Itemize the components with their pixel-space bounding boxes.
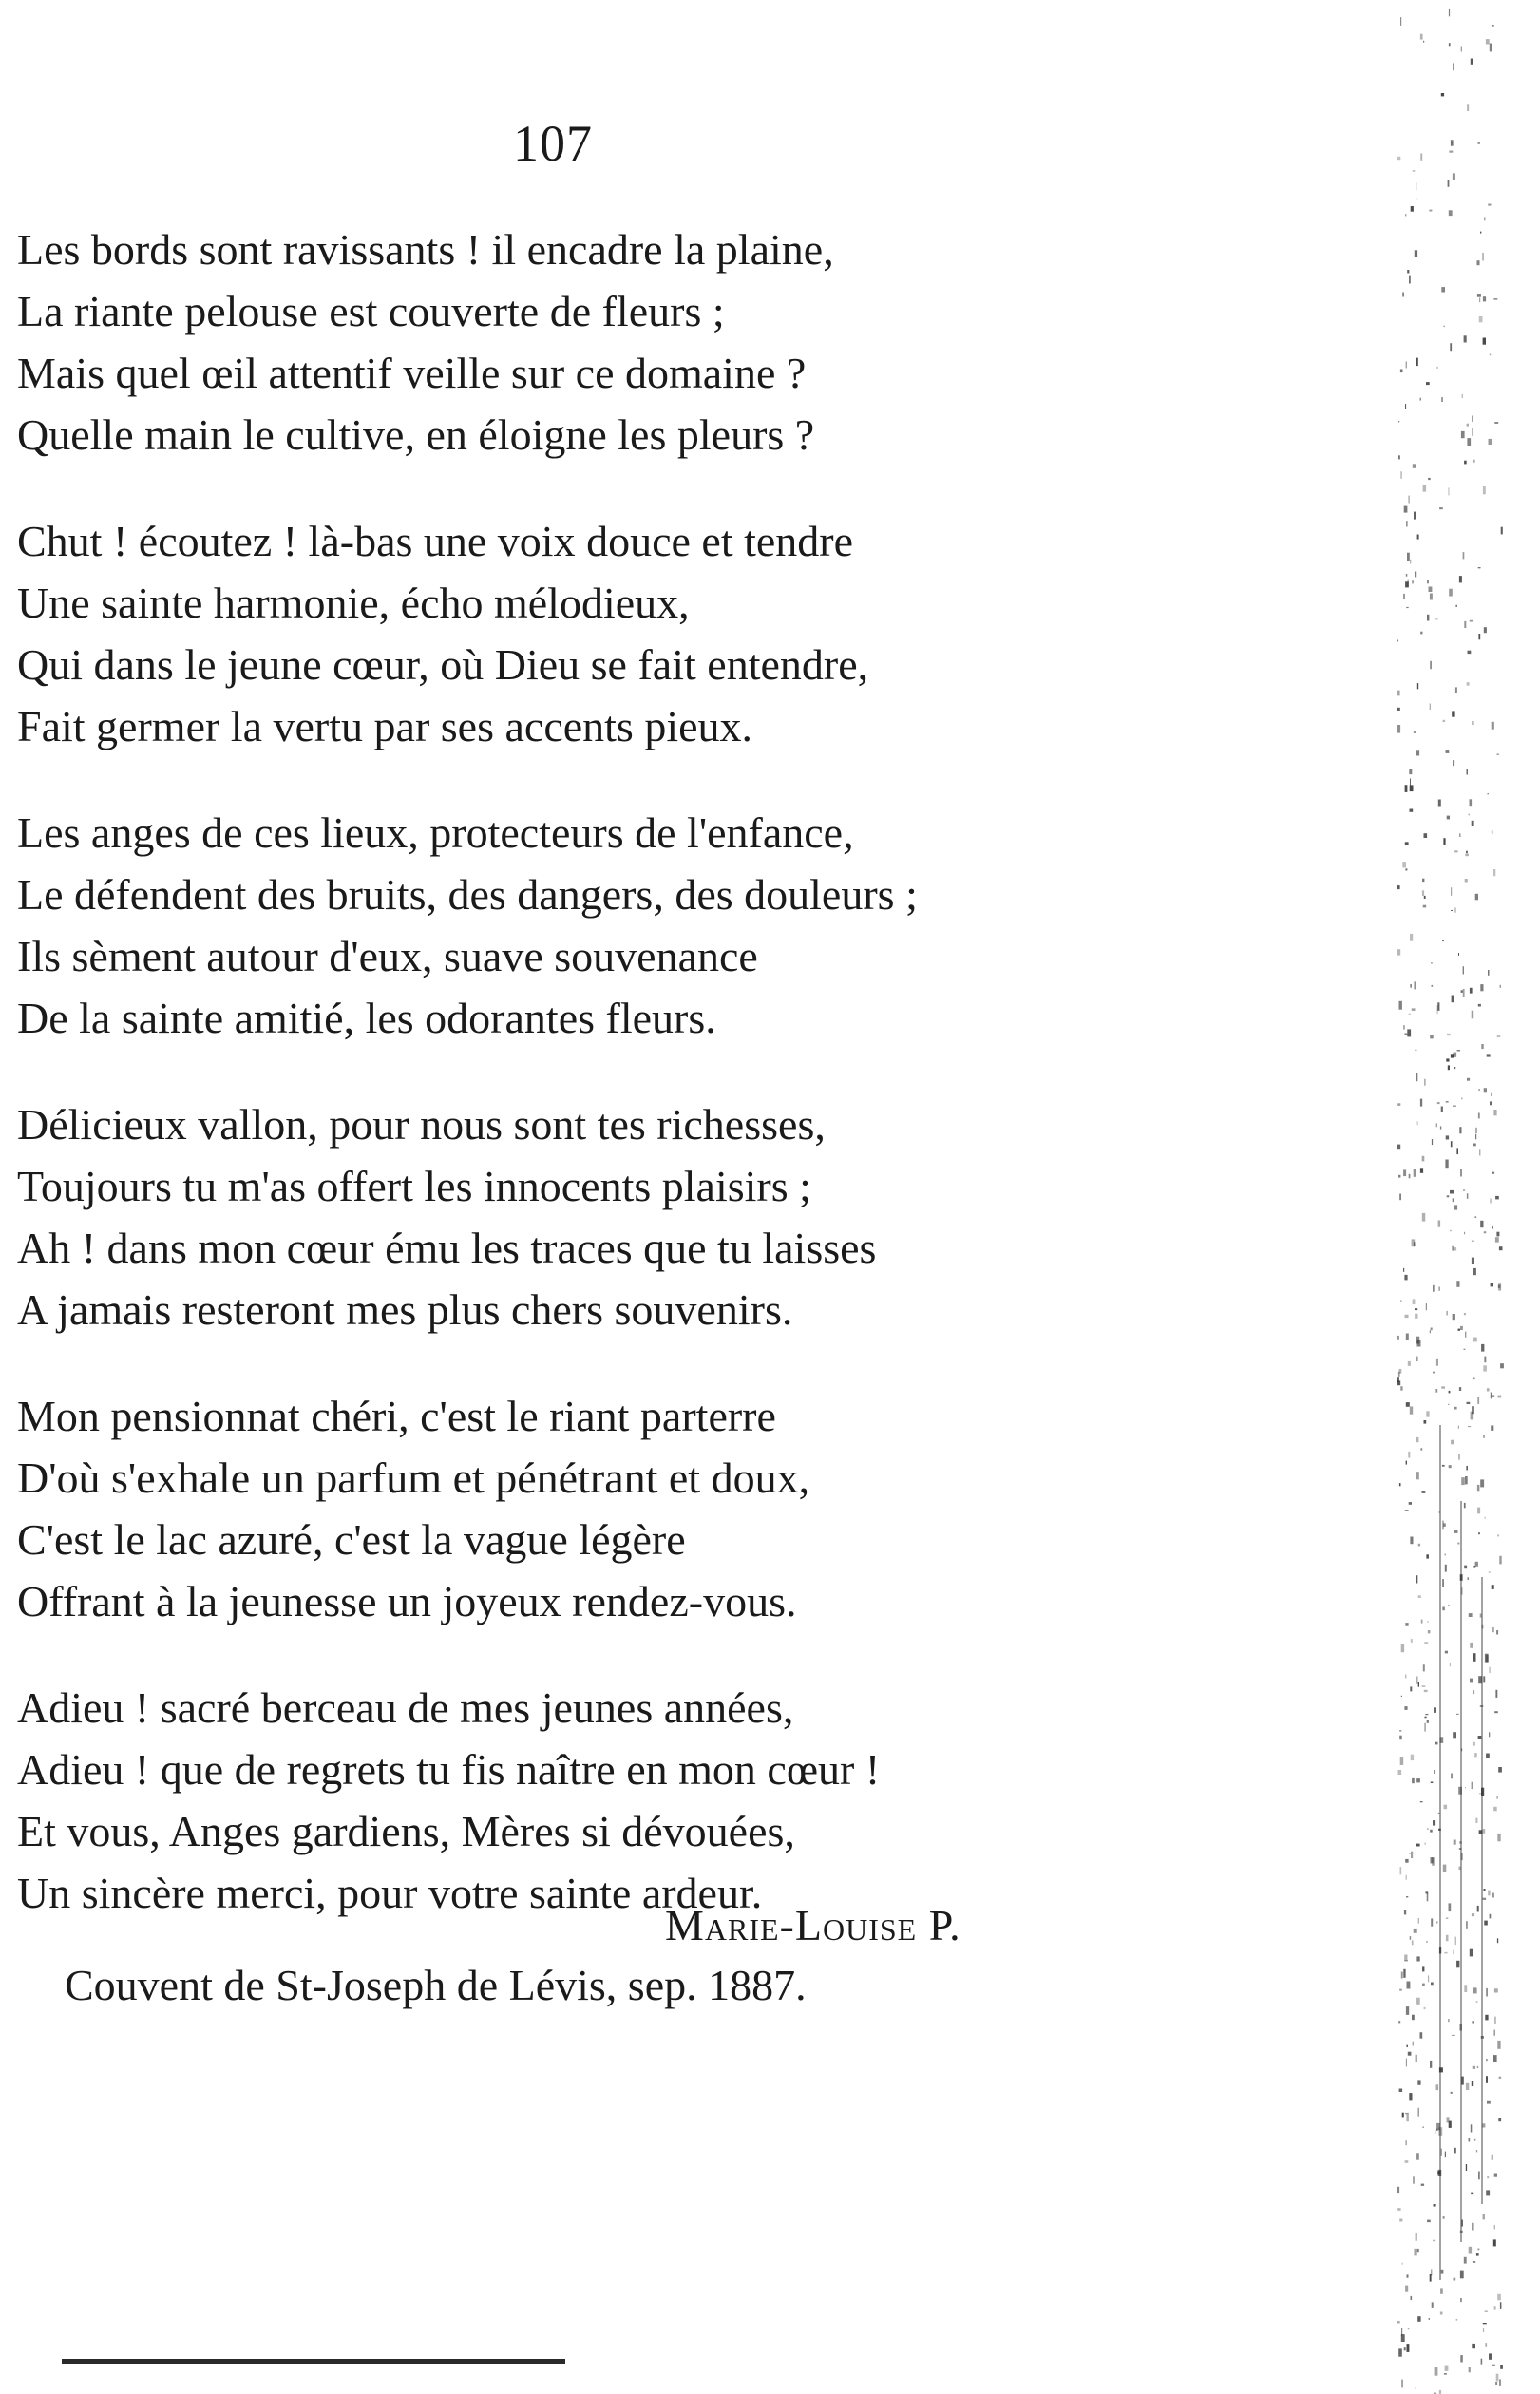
scan-edge-noise <box>1397 0 1511 2394</box>
page-number: 107 <box>513 115 593 172</box>
poem <box>17 218 1347 1968</box>
poem-line: Quelle main le cultive, en éloigne les pleurs ? <box>17 410 815 459</box>
stanza-2 <box>17 510 1347 757</box>
footer-rule <box>62 2359 565 2364</box>
poem-line: C'est le lac azuré, c'est la vague légère <box>17 1515 686 1564</box>
poem-line: Offrant à la jeunesse un joyeux rendez-vous. <box>17 1577 797 1625</box>
poem-line: La riante pelouse est couverte de fleurs ; <box>17 287 725 335</box>
poem-line: D'où s'exhale un parfum et pénétrant et doux, <box>17 1454 810 1502</box>
stanza-4 <box>17 1093 1347 1340</box>
poem-line: Fait germer la vertu par ses accents pieux. <box>17 702 753 750</box>
poem-line: De la sainte amitié, les odorantes fleurs. <box>17 994 716 1042</box>
stanza-5 <box>17 1385 1347 1632</box>
poem-line: Chut ! écoutez ! là-bas une voix douce et tendre <box>17 517 854 565</box>
poem-line: Un sincère merci, pour votre sainte ardeur. <box>17 1869 763 1917</box>
poem-line: Les anges de ces lieux, protecteurs de l'enfance, <box>17 808 854 857</box>
poem-line: Mon pensionnat chéri, c'est le riant parterre <box>17 1392 776 1440</box>
poem-line: Qui dans le jeune cœur, où Dieu se fait entendre, <box>17 640 869 689</box>
poem-line: Et vous, Anges gardiens, Mères si dévouées, <box>17 1807 795 1855</box>
poem-line: Adieu ! sacré berceau de mes jeunes années, <box>17 1683 794 1732</box>
poem-line: Ils sèment autour d'eux, suave souvenance <box>17 932 758 980</box>
stanza-1 <box>17 218 1347 466</box>
stanza-3 <box>17 802 1347 1049</box>
poem-line: Ah ! dans mon cœur ému les traces que tu laisses <box>17 1224 877 1272</box>
poem-line: Adieu ! que de regrets tu fis naître en mon cœur ! <box>17 1745 881 1794</box>
author-signature: Marie-Louise P. <box>665 1901 961 1949</box>
poem-line: Toujours tu m'as offert les innocents plaisirs ; <box>17 1162 811 1210</box>
poem-line: Le défendent des bruits, des dangers, des douleurs ; <box>17 870 918 919</box>
poem-line: Les bords sont ravissants ! il encadre la plaine, <box>17 225 834 274</box>
poem-line: Délicieux vallon, pour nous sont tes richesses, <box>17 1100 826 1149</box>
poem-line: Mais quel œil attentif veille sur ce domaine ? <box>17 349 807 397</box>
poem-line: Une sainte harmonie, écho mélodieux, <box>17 579 690 627</box>
stanza-6 <box>17 1677 1347 1924</box>
poem-line: A jamais resteront mes plus chers souvenirs. <box>17 1285 793 1334</box>
place-and-date: Couvent de St-Joseph de Lévis, sep. 1887. <box>65 1961 807 2009</box>
